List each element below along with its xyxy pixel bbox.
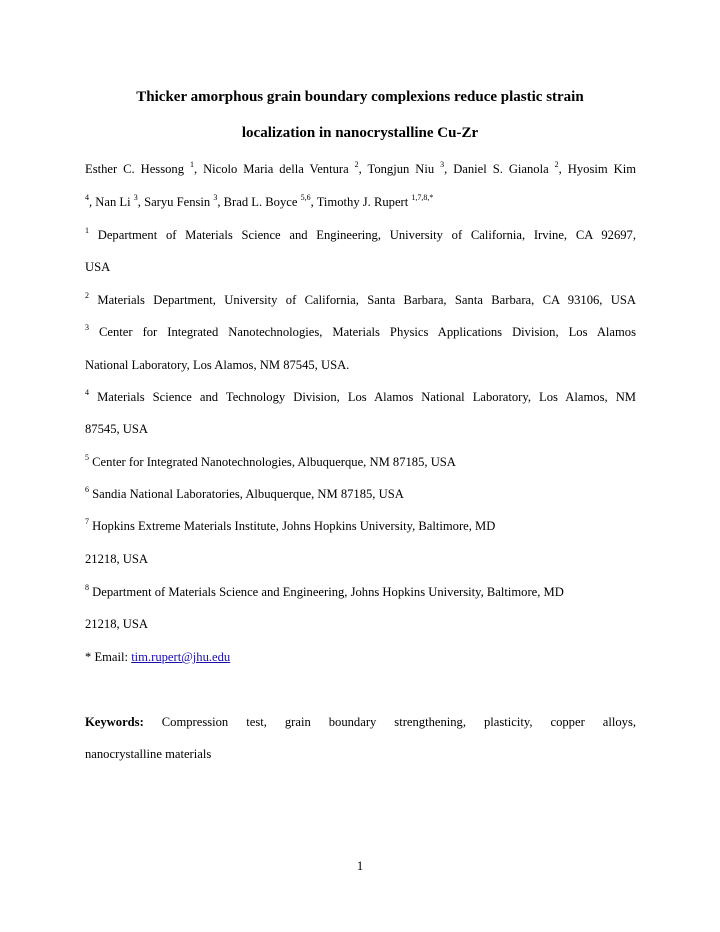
author-affiliation-mark: 3 bbox=[133, 192, 138, 202]
author-affiliation-mark: 5,6 bbox=[300, 192, 311, 202]
keywords-line-2: nanocrystalline materials bbox=[85, 747, 212, 761]
affiliation-8-continued: 21218, USA bbox=[85, 617, 148, 631]
author-name: Daniel S. Gianola bbox=[453, 162, 549, 176]
corresponding-email bbox=[85, 648, 230, 666]
affiliation-number: 1 bbox=[85, 225, 89, 235]
keywords-line-1 bbox=[85, 713, 636, 731]
email-label: * Email: bbox=[85, 650, 129, 664]
author-name: Brad L. Boyce bbox=[223, 195, 298, 209]
affiliation-1 bbox=[85, 226, 636, 244]
author-affiliation-mark: 1,7,8,* bbox=[411, 192, 434, 202]
paper-title-line-1: Thicker amorphous grain boundary complexions reduce plastic strain bbox=[136, 89, 584, 105]
affiliation-number: 4 bbox=[85, 387, 89, 397]
author-affiliation-mark: 2 bbox=[554, 159, 559, 169]
author-affiliation-mark: 3 bbox=[213, 192, 218, 202]
affiliation-text: Sandia National Laboratories, Albuquerque, NM 87185, USA bbox=[92, 487, 404, 501]
paper-title-line-2: localization in nanocrystalline Cu-Zr bbox=[241, 125, 479, 141]
affiliation-5 bbox=[85, 453, 456, 471]
affiliation-number: 3 bbox=[85, 322, 89, 332]
affiliation-7-continued: 21218, USA bbox=[85, 552, 148, 566]
affiliation-4 bbox=[85, 388, 636, 406]
affiliation-number: 5 bbox=[85, 452, 89, 462]
affiliation-text: Materials Science and Technology Division, Los Alamos National Laboratory, Los Alamos, NM bbox=[97, 390, 636, 404]
author-affiliation-mark: 2 bbox=[354, 159, 359, 169]
affiliation-text: Materials Department, University of California, Santa Barbara, Santa Barbara, CA 93106, USA bbox=[97, 293, 636, 307]
email-link[interactable]: tim.rupert@jhu.edu bbox=[131, 650, 231, 664]
author-affiliation-mark: 3 bbox=[440, 159, 445, 169]
affiliation-number: 2 bbox=[85, 290, 89, 300]
affiliation-2 bbox=[85, 291, 636, 309]
author-name: Hyosim Kim bbox=[567, 162, 636, 176]
author-affiliation-mark: 1 bbox=[189, 159, 194, 169]
affiliation-4-continued: 87545, USA bbox=[85, 422, 148, 436]
author-name: Timothy J. Rupert bbox=[316, 195, 409, 209]
author-name: Saryu Fensin bbox=[144, 195, 211, 209]
author-list-line-2: $^4$, Nan Li $^3$, Saryu Fensin $^3$, Brad L. Boyce $^{5,6}$, Timothy J. Rupert $^{1,7,8,*}$ bbox=[85, 192, 434, 209]
affiliation-text: Department of Materials Science and Engineering, Johns Hopkins University, Baltimore, MD bbox=[92, 585, 564, 599]
keywords-text: Compression test, grain boundary strengthening, plasticity, copper alloys, bbox=[161, 715, 636, 729]
author-name: Esther C. Hessong bbox=[85, 162, 184, 176]
affiliation-number: 7 bbox=[85, 516, 89, 526]
affiliation-3 bbox=[85, 323, 636, 341]
affiliation-7 bbox=[85, 517, 495, 535]
author-name: Nicolo Maria della Ventura bbox=[203, 162, 349, 176]
affiliation-8 bbox=[85, 583, 564, 601]
author-list-line-1: Esther C. Hessong $^1$, Nicolo Maria della Ventura $^2$, Tongjun Niu $^3$, Daniel S. Gianola $^2$, Hyosim Kim bbox=[85, 159, 636, 176]
affiliation-text: Center for Integrated Nanotechnologies, Albuquerque, NM 87185, USA bbox=[92, 455, 456, 469]
affiliation-number: 6 bbox=[85, 484, 89, 494]
affiliation-1-continued: USA bbox=[85, 260, 111, 274]
author-affiliation-mark: 4 bbox=[85, 192, 89, 202]
affiliation-3-continued: National Laboratory, Los Alamos, NM 87545, USA. bbox=[85, 358, 350, 372]
affiliation-text: Hopkins Extreme Materials Institute, Johns Hopkins University, Baltimore, MD bbox=[92, 519, 496, 533]
affiliation-number: 8 bbox=[85, 582, 89, 592]
affiliation-text: Department of Materials Science and Engineering, University of California, Irvine, CA 92697, bbox=[97, 228, 636, 242]
author-name: Nan Li bbox=[95, 195, 131, 209]
keywords-label: Keywords: bbox=[85, 715, 144, 729]
author-name: Tongjun Niu bbox=[367, 162, 435, 176]
affiliation-text: Center for Integrated Nanotechnologies, Materials Physics Applications Division, Los Alamos bbox=[99, 325, 636, 339]
page-number: 1 bbox=[356, 859, 364, 873]
affiliation-6 bbox=[85, 485, 404, 503]
